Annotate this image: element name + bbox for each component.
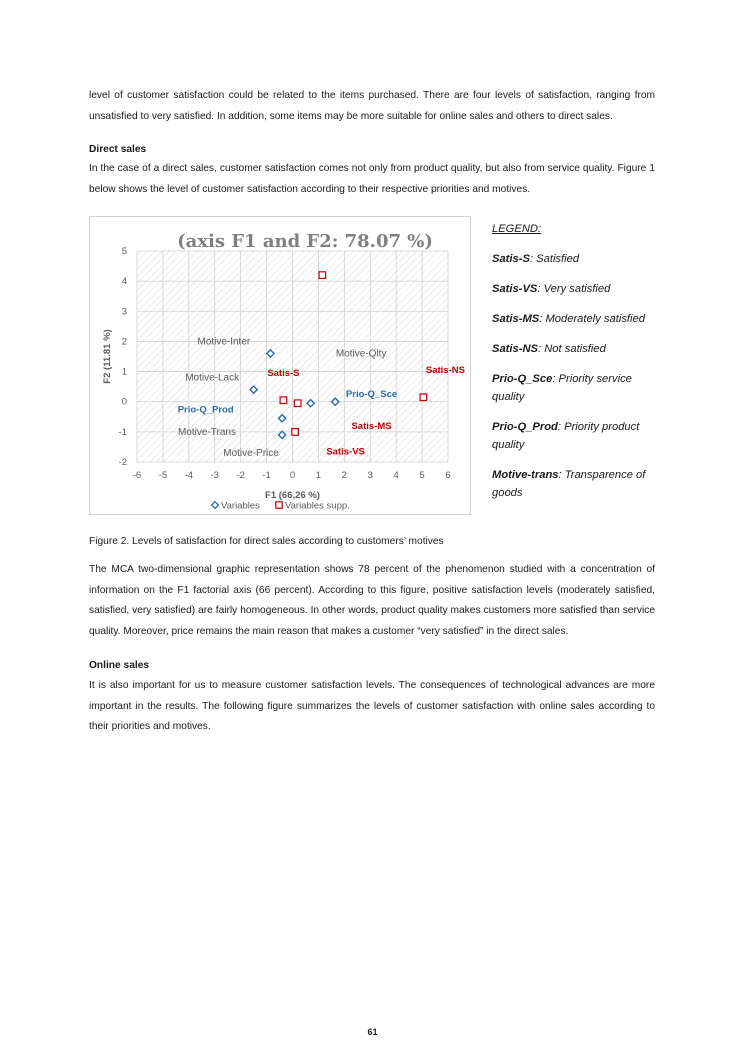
legend-item bbox=[492, 466, 652, 502]
y-tick-label: 1 bbox=[121, 366, 127, 378]
paragraph-intro: level of customer satisfaction could be related to the items purchased. There are four levels of satisfaction, ranging from unsatisfied to very satisfied. In addition, some items may be more suitable for online sales and others to direct sales. bbox=[89, 90, 655, 122]
x-tick-label: -5 bbox=[158, 470, 168, 481]
supp-point bbox=[319, 272, 326, 279]
legend-text: : Priority product quality bbox=[492, 421, 640, 451]
chart-title: (axis F1 and F2: 78.07 %) bbox=[177, 231, 433, 252]
legend-label-supp: Variables supp. bbox=[285, 500, 350, 512]
y-tick-label: -2 bbox=[118, 457, 127, 468]
y-tick-label: 5 bbox=[121, 246, 127, 257]
chart-legend-notes bbox=[492, 220, 652, 514]
legend-text: : Very satisfied bbox=[537, 283, 611, 295]
legend-label-variables: Variables bbox=[221, 500, 260, 512]
legend-item bbox=[492, 310, 652, 328]
x-tick-label: 4 bbox=[393, 470, 399, 481]
legend-item bbox=[492, 418, 652, 454]
chart-svg bbox=[90, 217, 472, 516]
supp-point bbox=[292, 429, 299, 436]
legend-key: Satis-VS bbox=[492, 283, 538, 295]
supp-point bbox=[294, 400, 301, 407]
supp-point bbox=[420, 394, 427, 401]
point-label: Satis-NS bbox=[425, 365, 465, 377]
heading-direct-sales: Direct sales bbox=[89, 144, 147, 155]
point-label: Motive-Qlty bbox=[335, 348, 387, 360]
x-tick-label: 6 bbox=[445, 470, 451, 481]
heading-online-sales: Online sales bbox=[89, 660, 150, 671]
point-label: Motive-Inter bbox=[197, 336, 251, 348]
legend-text: : Satisfied bbox=[529, 253, 580, 265]
legend-key: Prio-Q_Prod bbox=[492, 421, 558, 433]
point-label: Motive-Price bbox=[223, 447, 279, 459]
legend-item bbox=[492, 370, 652, 406]
legend-item bbox=[492, 280, 652, 298]
legend-key: Satis-S bbox=[492, 253, 530, 265]
point-label: Motive-Trans bbox=[177, 426, 236, 438]
y-tick-label: 0 bbox=[121, 396, 127, 408]
legend-text: : Not satisfied bbox=[538, 343, 606, 355]
x-tick-label: -2 bbox=[236, 470, 245, 481]
x-tick-label: -4 bbox=[184, 470, 194, 481]
point-label: Motive-Lack bbox=[185, 372, 240, 384]
x-axis-label: F1 (66,26 %) bbox=[265, 490, 320, 501]
legend-text: : Moderately satisfied bbox=[539, 313, 645, 325]
legend-item bbox=[492, 340, 652, 358]
x-tick-label: 5 bbox=[419, 470, 425, 481]
legend-key: Prio-Q_Sce bbox=[492, 373, 553, 385]
supp-point bbox=[280, 397, 287, 404]
figure-caption: Figure 2. Levels of satisfaction for direct sales according to customers’ motives bbox=[89, 536, 444, 547]
x-tick-label: -1 bbox=[262, 470, 271, 481]
point-label: Prio-Q_Prod bbox=[177, 404, 234, 416]
legend-item bbox=[492, 250, 652, 268]
scatter-chart bbox=[89, 216, 471, 515]
legend-title: LEGEND: bbox=[492, 223, 542, 235]
y-tick-label: -1 bbox=[118, 426, 127, 438]
y-tick-label: 3 bbox=[121, 306, 127, 318]
x-tick-label: 1 bbox=[315, 470, 322, 481]
point-label: Satis-MS bbox=[351, 420, 392, 432]
y-tick-label: 2 bbox=[121, 336, 127, 348]
legend-key: Satis-MS bbox=[492, 313, 540, 325]
legend-text: : Priority service quality bbox=[492, 373, 632, 403]
legend-marker-variables bbox=[212, 502, 219, 509]
legend-marker-supp bbox=[276, 502, 282, 508]
x-tick-label: -3 bbox=[210, 470, 219, 481]
y-axis-label: F2 (11.81 %) bbox=[102, 329, 113, 384]
paragraph-direct-sales: In the case of a direct sales, customer satisfaction comes not only from product quality, but also from service quality. Figure 1 below shows the level of customer satisfaction according to their respective priorities and motives. bbox=[89, 163, 655, 195]
legend-key: Motive-trans bbox=[492, 469, 559, 481]
x-tick-label: -6 bbox=[132, 470, 142, 481]
point-label: Satis-S bbox=[267, 368, 300, 380]
paragraph-online-sales: It is also important for us to measure customer satisfaction levels. The consequences of technological advances are more important in the results. The following figure summarizes the levels of customer satisfaction with online sales according to their priorities and motives. bbox=[89, 680, 655, 732]
x-tick-label: 2 bbox=[341, 470, 347, 481]
point-label: Satis-VS bbox=[326, 446, 365, 458]
legend-text: : Transparence of goods bbox=[492, 469, 646, 499]
x-tick-label: 0 bbox=[289, 470, 296, 481]
paragraph-mca: The MCA two-dimensional graphic representation shows 78 percent of the phenomenon studied with a concentration of information on the F1 factorial axis (66 percent). According to this figure, positive satisfaction levels (moderately satisfied, satisfied, very satisfied) are fairly homogeneous. In other words, product quality makes customers more satisfied than service quality. Moreover, price remains the main reason that makes a customer “very satisfied” in the direct sales. bbox=[89, 564, 655, 637]
page-number: 61 bbox=[367, 1027, 378, 1037]
legend-key: Satis-NS bbox=[492, 343, 539, 355]
point-label: Prio-Q_Sce bbox=[345, 389, 398, 401]
x-tick-label: 3 bbox=[367, 470, 373, 481]
y-tick-label: 4 bbox=[121, 276, 127, 288]
